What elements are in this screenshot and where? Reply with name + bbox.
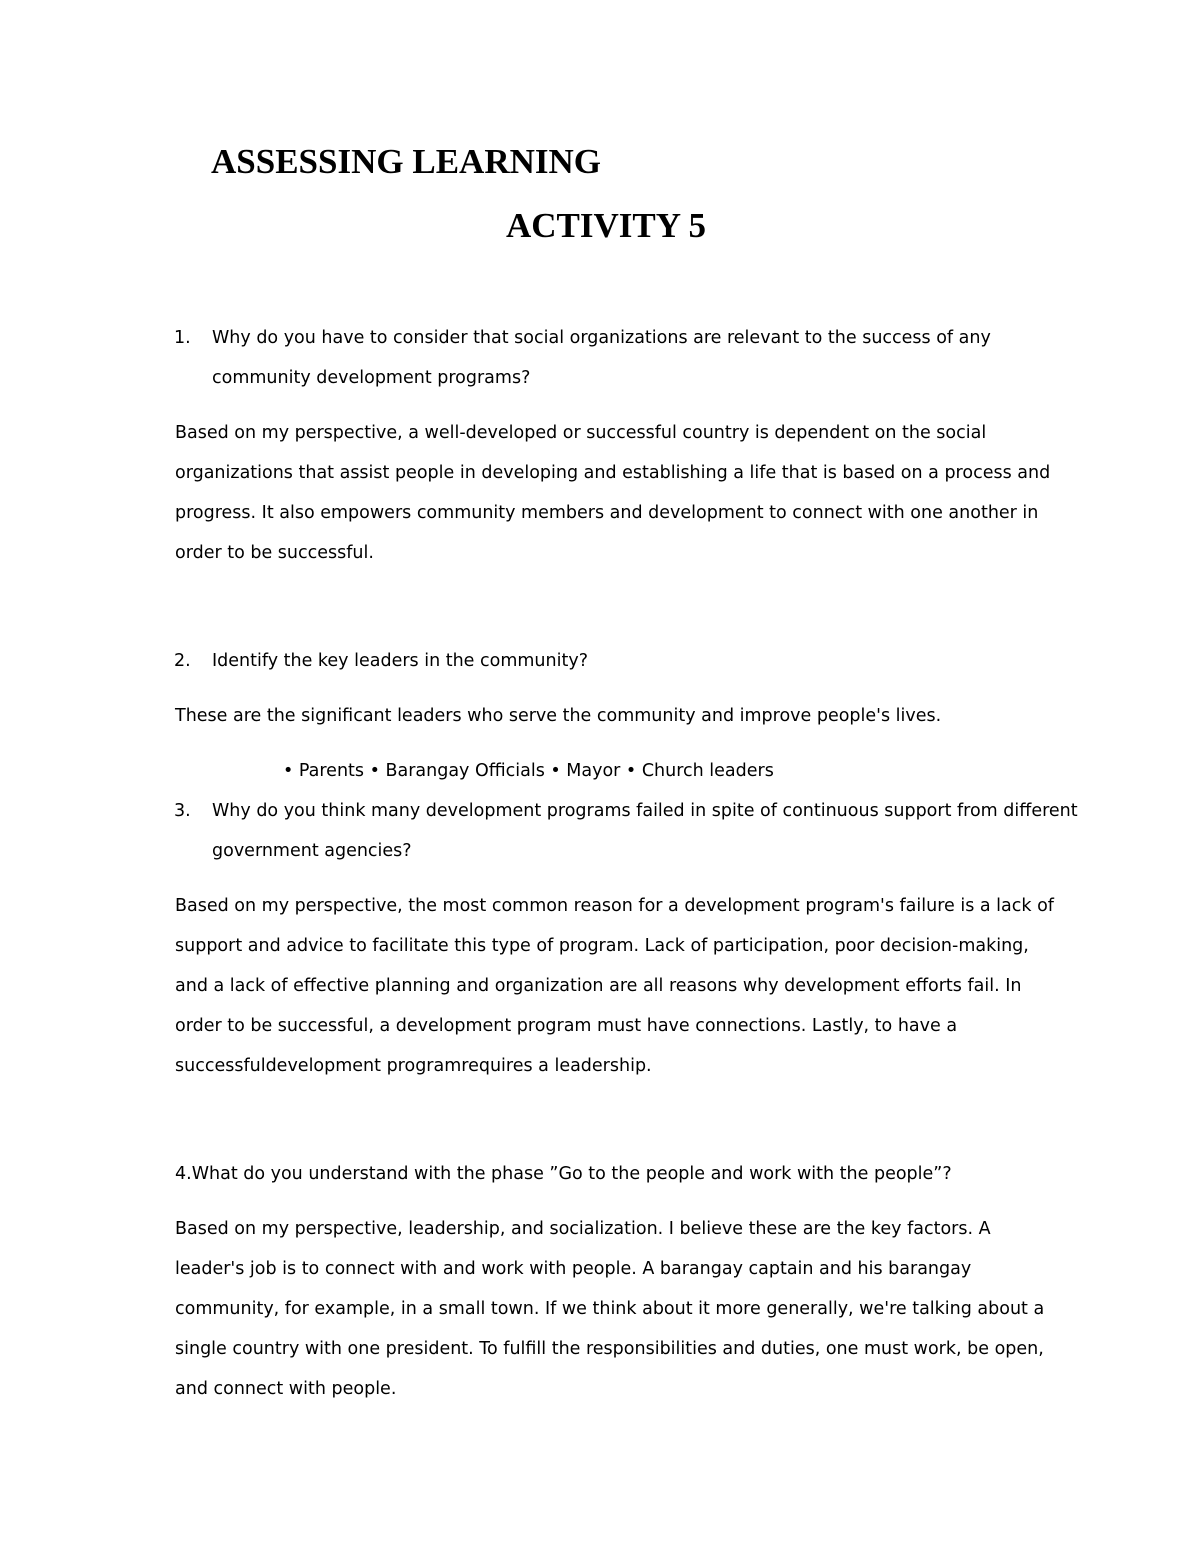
document-subtitle: ACTIVITY 5 — [506, 206, 706, 245]
question-2-number: 2. — [174, 651, 191, 671]
question-3-text: Why do you think many development programs failed in spite of continuous support from different government agencies? — [212, 801, 1078, 861]
answer-3: Based on my perspective, the most common reason for a development program's failure is a lack of support and advice to facilitate this type of program. Lack of participation, poor decision-making, and a lack of effective planning and organization are all reasons why development efforts fail. In order to be successful, a development program must have connections. Lastly, to have a successfuldevelopment programrequires a leadership. — [175, 896, 1054, 1076]
question-3-number: 3. — [174, 801, 191, 821]
document-title: ASSESSING LEARNING — [211, 142, 601, 181]
answer-2: These are the significant leaders who serve the community and improve people's lives. — [175, 706, 942, 726]
question-2-text: Identify the key leaders in the community? — [212, 651, 588, 671]
leaders-bullet-list: • Parents • Barangay Officials • Mayor • Church leaders — [283, 761, 774, 781]
answer-1: Based on my perspective, a well-developed or successful country is dependent on the social organizations that assist people in developing and establishing a life that is based on a process and progress. It also empowers community members and development to connect with one another in order to be successful. — [175, 423, 1051, 563]
question-1 — [0, 318, 1200, 398]
question-4-text: 4.What do you understand with the phase ”Go to the people and work with the people”? — [175, 1164, 952, 1184]
answer-4: Based on my perspective, leadership, and socialization. I believe these are the key factors. A leader's job is to connect with and work with people. A barangay captain and his barangay community, for example, in a small town. If we think about it more generally, we're talking about a single country with one president. To fulfill the responsibilities and duties, one must work, be open, and connect with people. — [175, 1219, 1045, 1399]
question-3 — [0, 791, 1200, 871]
question-1-number: 1. — [174, 328, 191, 348]
question-1-text: Why do you have to consider that social organizations are relevant to the success of any community development programs? — [212, 328, 991, 388]
question-2 — [0, 641, 1200, 681]
